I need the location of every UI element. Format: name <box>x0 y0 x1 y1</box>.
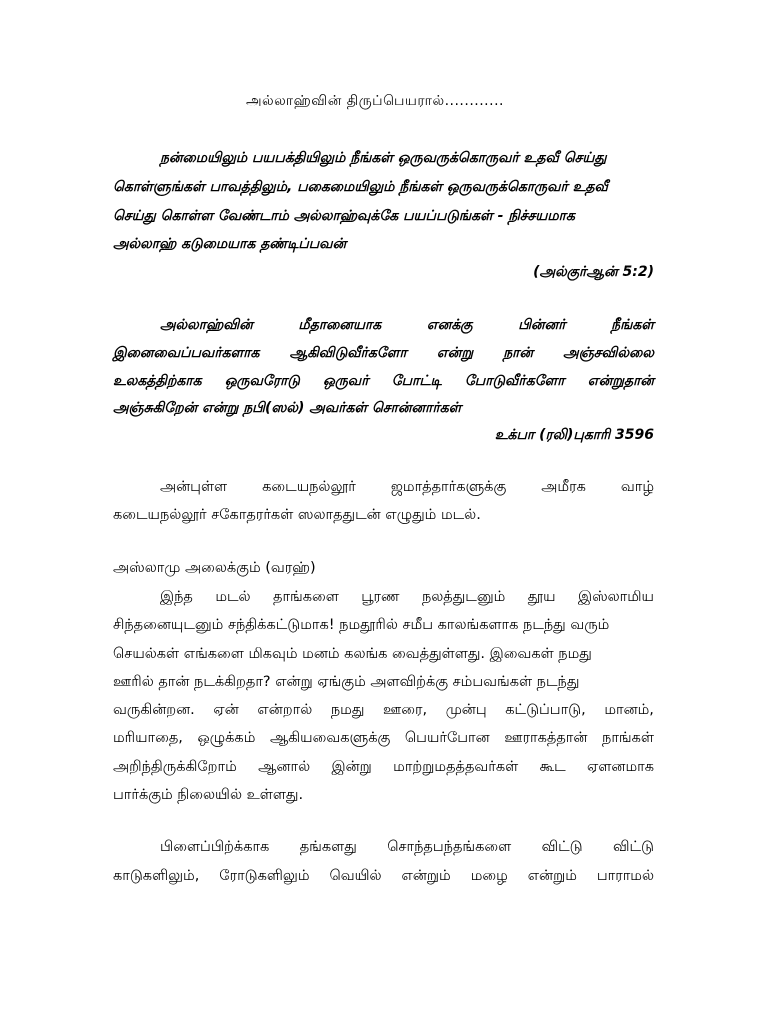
word: ஊராகத்தான் <box>504 730 588 746</box>
word: பெயர்போன <box>404 730 490 746</box>
paragraph-line <box>113 728 654 748</box>
word: தங்களது <box>299 839 357 855</box>
word: பாராமல் <box>596 868 654 884</box>
word: மானம், <box>604 702 654 718</box>
hadith-line <box>160 315 654 335</box>
word: காடுகளிலும், <box>113 868 200 884</box>
word: கட்டுப்பாடு, <box>505 702 586 718</box>
word: ஒருவர் <box>323 373 369 389</box>
word: நலத்துடனும் <box>421 589 506 605</box>
word: என்றுதான் <box>587 373 654 389</box>
hadith-reference: உக்பா (ரலி)புகாரி 3596 <box>494 427 654 443</box>
word: மடல் <box>215 589 251 605</box>
word: என்றும் <box>527 868 577 884</box>
word: வாழ் <box>620 479 654 495</box>
paragraph-line <box>113 757 654 777</box>
paragraph-line: பார்க்கும் நிலையில் உள்ளது. <box>113 787 304 803</box>
word: என்றும் <box>401 868 451 884</box>
word: கூட <box>539 759 566 775</box>
paragraph-line: ஊரில் தான் நடக்கிறதா? என்று ஏங்கும் அளவிற்க்கு சம்பவங்கள் நடந்து <box>113 674 580 690</box>
word: ஒழுக்கம் <box>197 730 256 746</box>
word: பூரண <box>361 589 400 605</box>
verse-reference: (அல்குர்ஆன் 5:2) <box>533 264 654 280</box>
word: வெயில் <box>329 868 382 884</box>
word: தாங்களை <box>273 589 339 605</box>
word: உலகத்திற்காக <box>113 373 202 389</box>
paragraph-line <box>160 837 654 857</box>
letter-intro-line <box>160 477 654 497</box>
word: இந்த <box>160 589 193 605</box>
word: இஸ்லாமிய <box>577 589 654 605</box>
hadith-line <box>113 343 654 363</box>
word: ஊரை, <box>383 702 428 718</box>
hadith-line <box>113 371 654 391</box>
paragraph-line: சிந்தனையுடனும் சந்திக்கட்டுமாக! நமதூரில் சமீப காலங்களாக நடந்து வரும் <box>113 617 610 633</box>
word: ஏன் <box>213 702 239 718</box>
word: அமீரக <box>541 479 586 495</box>
word: தூய <box>527 589 556 605</box>
word: அல்லாஹ்வின் <box>160 317 253 333</box>
verse-line: கொள்ளுங்கள் பாவத்திலும், பகைமையிலும் நீங்கள் ஒருவருக்கொருவர் உதவீ <box>113 179 608 195</box>
word: நாங்கள் <box>602 730 654 746</box>
word: எனக்கு <box>426 317 473 333</box>
word: விட்டு <box>613 839 654 855</box>
word: நீங்கள் <box>611 317 654 333</box>
word: பிளைப்பிற்க்காக <box>160 839 270 855</box>
paragraph-line <box>113 866 654 886</box>
word: ஜமாத்தார்களுக்கு <box>390 479 507 495</box>
verse-line: அல்லாஹ் கடுமையாக தண்டிப்பவன் <box>113 236 347 252</box>
page-title: அல்லாஹ்வின் திருப்பெயரால்............ <box>246 93 504 109</box>
word: மரியாதை, <box>113 730 183 746</box>
word: வருகின்றன. <box>113 702 195 718</box>
word: போட்டி <box>391 373 442 389</box>
word: கடையநல்லூர் <box>262 479 356 495</box>
word: ஒருவரோடு <box>224 373 300 389</box>
word: அறிந்திருக்கிறோம் <box>113 759 237 775</box>
word: விட்டு <box>541 839 583 855</box>
verse-line: நன்மையிலும் பயபக்தியிலும் நீங்கள் ஒருவருக்கொருவர் உதவீ செய்து <box>160 150 607 166</box>
word: ஏளனமாக <box>587 759 654 775</box>
paragraph-line: செயல்கள் எங்களை மிகவும் மனம் கலங்க வைத்துள்ளது. இவைகள் நமது <box>113 646 592 662</box>
word: ரோடுகளிலும் <box>219 868 310 884</box>
word: ஆனால் <box>258 759 311 775</box>
word: நமது <box>330 702 365 718</box>
word: முன்பு <box>445 702 487 718</box>
word: மாற்றுமதத்தவர்கள் <box>393 759 519 775</box>
word: என்று <box>436 345 474 361</box>
word: பின்னர் <box>518 317 566 333</box>
word: ஆகிவிடுவீர்களோ <box>289 345 407 361</box>
greeting: அஸ்லாமு அலைக்கும் (வரஹ்) <box>113 560 316 576</box>
paragraph-line <box>160 587 654 607</box>
letter-intro-line: கடையநல்லூர் சகோதரர்கள் ஸலாததுடன் எழுதும் மடல். <box>113 507 481 523</box>
word: என்றால் <box>257 702 313 718</box>
word: போடுவீர்களோ <box>464 373 565 389</box>
word: இன்று <box>331 759 372 775</box>
word: மீதானையாக <box>298 317 382 333</box>
word: அன்புள்ள <box>160 479 228 495</box>
word: சொந்தபந்தங்களை <box>387 839 512 855</box>
word: அஞ்சவில்லை <box>563 345 654 361</box>
hadith-line: அஞ்சுகிறேன் என்று நபி(ஸல்) அவர்கள் சொன்னார்கள் <box>113 400 462 416</box>
word: ஆகியவைகளுக்கு <box>269 730 391 746</box>
word: இனைவைப்பவர்களாக <box>113 345 260 361</box>
word: நான் <box>503 345 534 361</box>
paragraph-line <box>113 700 654 720</box>
word: மழை <box>470 868 508 884</box>
verse-line: செய்து கொள்ள வேண்டாம் அல்லாஹ்வுக்கே பயப்படுங்கள் - நிச்சயமாக <box>113 208 575 224</box>
